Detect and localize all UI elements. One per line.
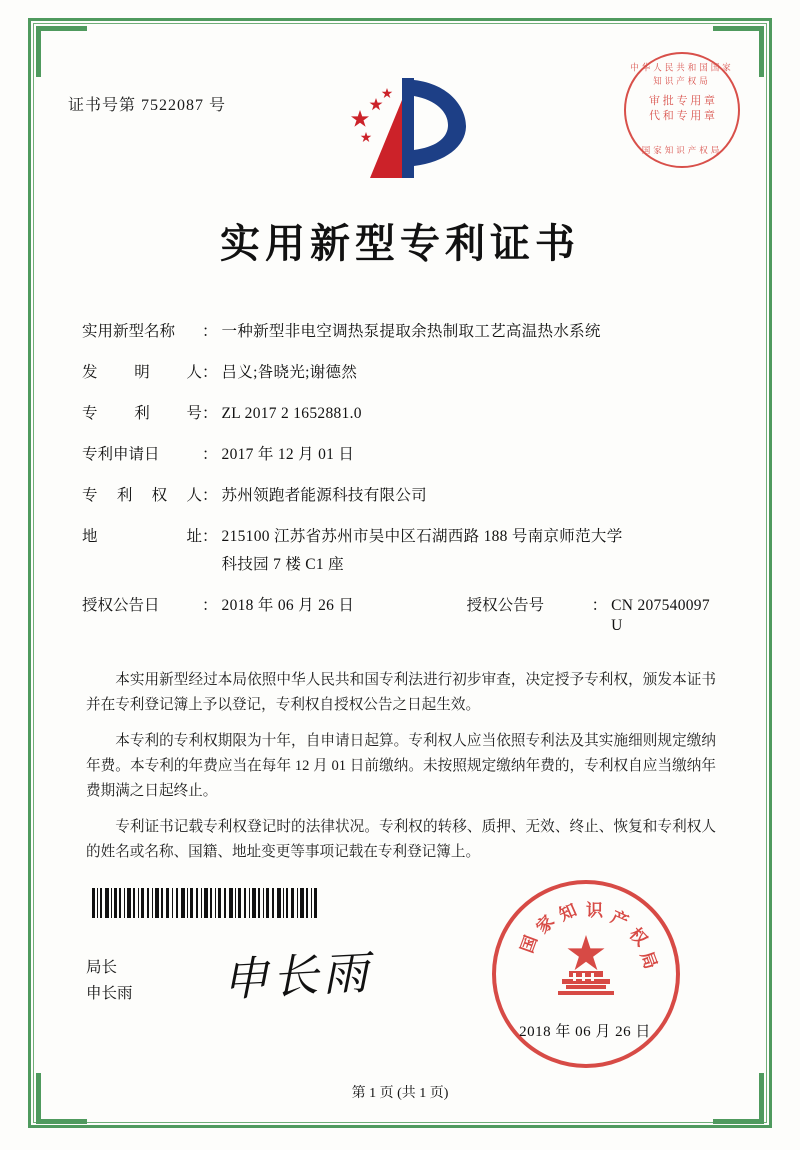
field-row-utility-model-name — [82, 322, 722, 342]
field-label-char: 权 — [151, 487, 168, 504]
field-colon: ： — [202, 446, 218, 463]
national-emblem-icon — [538, 921, 634, 1027]
field-label: 授权公告号 — [466, 597, 545, 614]
field-label-char: 人 — [186, 364, 202, 381]
field-value: 2018 年 06 月 26 日 — [221, 597, 355, 614]
field-label-char: 号 — [186, 405, 202, 422]
field-colon: ： — [591, 597, 608, 614]
field-label-char: 址 — [186, 528, 202, 545]
corner-ornament-top-left — [36, 26, 87, 77]
seal-date: 2018 年 06 月 26 日 — [519, 1024, 651, 1040]
field-colon: ： — [202, 364, 218, 381]
field-label: 授权公告日 — [82, 597, 160, 614]
field-label-char: 人 — [186, 487, 202, 504]
field-value: 吕义;昝晓光;谢德然 — [221, 364, 358, 381]
legal-text-body — [86, 668, 716, 876]
field-label-char: 专 — [82, 487, 98, 504]
field-label-char: 利 — [134, 405, 150, 422]
field-label-char: 利 — [116, 487, 133, 504]
paragraph-1: 本实用新型经过本局依照中华人民共和国专利法进行初步审查，决定授予专利权，颁发本证书并在专利登记簿上予以登记，专利权自授权公告之日起生效。 — [86, 672, 716, 713]
approval-stamp-seal — [624, 52, 740, 168]
field-label — [82, 404, 202, 424]
director-role-label: 局长 — [86, 959, 118, 976]
field-label-char: 发 — [82, 364, 98, 381]
field-value: 苏州领跑者能源科技有限公司 — [221, 487, 427, 504]
director-block — [86, 955, 133, 1007]
field-value: ZL 2017 2 1652881.0 — [221, 405, 362, 422]
paragraph-3: 专利证书记载专利权登记时的法律状况。专利权的转移、质押、无效、终止、恢复和专利权人的姓名或名称、国籍、地址变更等事项记载在专利登记簿上。 — [86, 819, 716, 860]
field-colon: ： — [202, 487, 218, 504]
grant-publication-number-group — [467, 596, 722, 636]
approval-stamp-line2: 代 和 专 用 章 — [649, 110, 715, 122]
field-row-patent-number — [82, 404, 722, 424]
field-label-char: 明 — [134, 364, 150, 381]
address-line-2: 科技园 7 楼 C1 座 — [221, 556, 344, 573]
field-value — [222, 527, 722, 575]
field-label: 专利申请日 — [82, 446, 160, 463]
field-label-char: 地 — [82, 528, 98, 545]
field-colon: ： — [202, 405, 218, 422]
paragraph-2: 本专利的专利权期限为十年，自申请日起算。专利权人应当依照专利法及其实施细则规定缴纳年费。本专利的年费应当在每年 12 月 01 日前缴纳。未按照规定缴纳年费的，专利权自应当缴纳年费期满之日起终止。 — [86, 733, 716, 799]
field-label: 实用新型名称 — [82, 323, 176, 340]
barcode — [92, 888, 320, 918]
field-row-application-date — [82, 445, 722, 465]
field-label — [82, 363, 202, 383]
page-title: 实用新型专利证书 — [220, 221, 580, 266]
field-colon: ： — [202, 323, 218, 340]
field-value: CN 207540097 U — [611, 597, 710, 634]
director-name-label: 申长雨 — [86, 985, 133, 1002]
approval-stamp-line1: 审 批 专 用 章 — [649, 95, 715, 107]
field-row-address — [82, 527, 722, 575]
certificate-fields — [82, 322, 722, 654]
address-line-1: 215100 江苏省苏州市吴中区石湖西路 188 号南京师范大学 — [221, 528, 623, 545]
certificate-number: 证书号第 7522087 号 — [68, 97, 227, 114]
field-colon: ： — [202, 528, 218, 545]
field-label — [82, 486, 202, 506]
field-row-patentee — [82, 486, 722, 506]
field-label — [82, 527, 202, 547]
approval-stamp-arc-bottom: 国家知识产权局 — [641, 145, 723, 155]
seal-ring-text: 国 家 知 识 产 权 局 — [517, 900, 661, 972]
field-row-inventor — [82, 363, 722, 383]
grant-date-group — [82, 596, 467, 636]
field-colon: ： — [202, 597, 218, 614]
approval-stamp-center-text — [626, 94, 738, 124]
approval-stamp-arc-top: 中华人民共和国国家知识产权局 — [630, 61, 734, 87]
page-footer: 第 1 页 (共 1 页) — [351, 1086, 449, 1101]
cnipa-logo-icon — [330, 70, 480, 190]
field-label-char: 专 — [82, 405, 98, 422]
field-value: 2017 年 12 月 01 日 — [221, 446, 355, 463]
director-handwritten-signature: 申长雨 — [220, 947, 374, 1006]
field-row-grant-info — [82, 596, 722, 636]
field-value: 一种新型非电空调热泵提取余热制取工艺高温热水系统 — [221, 323, 601, 340]
